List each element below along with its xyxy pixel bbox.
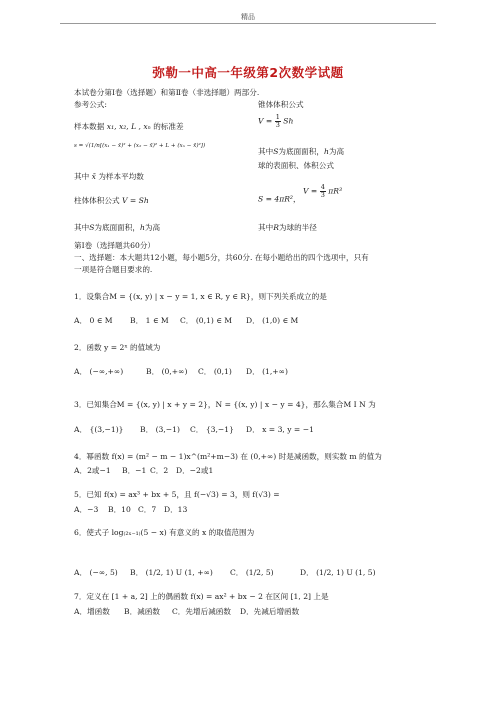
mean-note: [74, 172, 144, 182]
q5-option-d[interactable]: D．13: [164, 505, 188, 514]
sphere-vol-a: V =: [303, 186, 318, 196]
sample-std-line: [74, 122, 184, 132]
cone-note: [258, 147, 344, 157]
prism-label: 柱体体积公式: [74, 196, 120, 205]
part1-heading: 第Ⅰ卷（选择题共60分）: [74, 241, 156, 250]
header-divider: [60, 23, 436, 24]
cone-note-s: S: [273, 147, 279, 156]
prism-note: [74, 223, 160, 233]
cone-note-h: h: [323, 147, 329, 156]
cone-num: 1: [275, 113, 280, 121]
sphere-note: [258, 223, 317, 233]
mean-var: x̄: [91, 172, 96, 181]
q3-option-a[interactable]: A． {(3,−1)}: [74, 425, 124, 434]
q2-option-d[interactable]: D． (1,+∞): [246, 367, 288, 376]
q5-option-a[interactable]: A．−3: [74, 505, 99, 514]
exam-title: 弥勒一中高一年级第2次数学试题: [152, 65, 344, 80]
question-6-stem: 6．使式子 log₍₂ₓ₋₁₎(5 − x) 有意义的 x 的取值范围为: [74, 528, 255, 537]
sphere-den: 3: [320, 191, 325, 199]
q5-option-c[interactable]: C．7: [138, 505, 157, 514]
q4-option-a[interactable]: A．2或−1: [74, 466, 111, 475]
question-7-stem: 7．定义在 [1 + a, 2] 上的偶函数 f(x) = ax² + bx − 2 在区间 [1, 2] 上是: [74, 592, 329, 601]
sample-text-b: 的标准差: [153, 122, 184, 131]
sample-vars: x₁, x₂, L , xₙ: [106, 122, 151, 131]
page-header: 精品: [241, 13, 255, 21]
q1-option-c[interactable]: C． (0,1) ∈ M: [180, 316, 233, 325]
prism-formula: V = Sh: [121, 196, 149, 205]
sphere-vol-b: πR³: [328, 186, 343, 196]
formulas-heading: 参考公式:: [74, 100, 107, 109]
q3-option-d[interactable]: D． x = 3, y = −1: [246, 425, 314, 434]
part1-instruction-2: 一项是符合题目要求的.: [74, 265, 153, 274]
part1-instruction-1: 一、选择题：本大题共12小题，每小题5分，共60分. 在每小题给出的四个选项中，只有: [74, 253, 369, 262]
sphere-area: S = 4πR²: [258, 194, 293, 204]
cone-note-a: 其中: [258, 147, 274, 156]
q7-option-d[interactable]: D．先减后增函数: [240, 607, 300, 616]
sphere-note-a: 其中: [258, 223, 274, 232]
sphere-note-r: R: [273, 223, 279, 232]
sphere-formulas: S = 4πR²， V = $\frac{4}{3}$ πR³: [258, 183, 343, 204]
q2-option-b[interactable]: B． (0,+∞): [146, 367, 188, 376]
sphere-note-b: 为球的半径: [278, 223, 317, 232]
cone-note-b: 为底面面积，: [278, 147, 324, 156]
prism-note-s: S: [89, 223, 95, 232]
sphere-num: 4: [320, 183, 325, 191]
prism-note-b: 为底面面积，: [94, 223, 140, 232]
q6-option-c[interactable]: C． (1/2, 5): [230, 568, 274, 577]
mean-text-a: 其中: [74, 172, 90, 181]
q6-option-b[interactable]: B． (1/2, 1) U (1, +∞): [130, 568, 213, 577]
q6-option-d[interactable]: D． (1/2, 1) U (1, 5): [300, 568, 376, 577]
q3-option-c[interactable]: C． {3,−1}: [190, 425, 234, 434]
q5-option-b[interactable]: B．10: [108, 505, 131, 514]
cone-den: 3: [275, 121, 280, 129]
sphere-fraction: [320, 184, 326, 199]
q1-option-a[interactable]: A． 0 ∈ M: [74, 316, 113, 325]
q7-option-c[interactable]: C．先增后减函数: [172, 607, 231, 616]
prism-note-a: 其中: [74, 223, 90, 232]
q7-option-b[interactable]: B．减函数: [124, 607, 160, 616]
question-3-stem: 3．已知集合M = {(x, y) | x + y = 2}，N = {(x, y) | x − y = 4}，那么集合M I N 为: [74, 400, 376, 409]
prism-note-h: h: [139, 223, 145, 232]
sphere-label: 球的表面积、体积公式: [258, 161, 334, 170]
q4-option-b[interactable]: B．−1: [122, 466, 147, 475]
q2-option-c[interactable]: C． (0,1): [198, 367, 232, 376]
question-4-stem: 4．幂函数 f(x) = (m² − m − 1)x^(m²+m−3) 在 (0,+∞) 时是减函数，则实数 m 的值为: [74, 452, 382, 461]
std-formula: s = √(1/n[(x₁ − x̄)² + (x₂ − x̄)² + L + (xₙ − x̄)²]): [74, 143, 206, 149]
q1-option-d[interactable]: D． (1,0) ∈ M: [246, 316, 299, 325]
question-5-stem: 5．已知 f(x) = ax³ + bx + 5，且 f(−√3) = 3，则 f(√3) =: [74, 490, 280, 499]
cone-formula-a: V =: [258, 116, 273, 126]
q4-option-d[interactable]: D．−2或1: [176, 466, 214, 475]
q3-option-b[interactable]: B． (3,−1): [140, 425, 180, 434]
cone-label: 锥体体积公式: [258, 100, 304, 109]
mean-text-b: 为样本平均数: [98, 172, 144, 181]
intro-text: 本试卷分第Ⅰ卷（选择题）和第Ⅱ卷（非选择题）两部分.: [74, 88, 260, 97]
cone-fraction: [275, 114, 281, 129]
cone-note-c: 为高: [328, 147, 345, 156]
question-2-stem: 2．函数 y = 2ˣ 的值域为: [74, 343, 161, 352]
prism-note-c: 为高: [144, 223, 161, 232]
q2-option-a[interactable]: A． (−∞,+∞): [74, 367, 124, 376]
sample-text-a: 样本数据: [74, 122, 105, 131]
q6-option-a[interactable]: A． (−∞, 5): [74, 568, 118, 577]
cone-formula: [258, 114, 293, 129]
question-1-stem: 1．设集合M = {(x, y) | x − y = 1, x ∈ R, y ∈ R}，则下列关系成立的是: [74, 292, 327, 301]
cone-formula-b: Sh: [283, 116, 294, 126]
prism-formula-line: [74, 196, 149, 206]
q7-option-a[interactable]: A．增函数: [74, 607, 110, 616]
q1-option-b[interactable]: B． 1 ∈ M: [130, 316, 169, 325]
q4-option-c[interactable]: C．2: [150, 466, 169, 475]
